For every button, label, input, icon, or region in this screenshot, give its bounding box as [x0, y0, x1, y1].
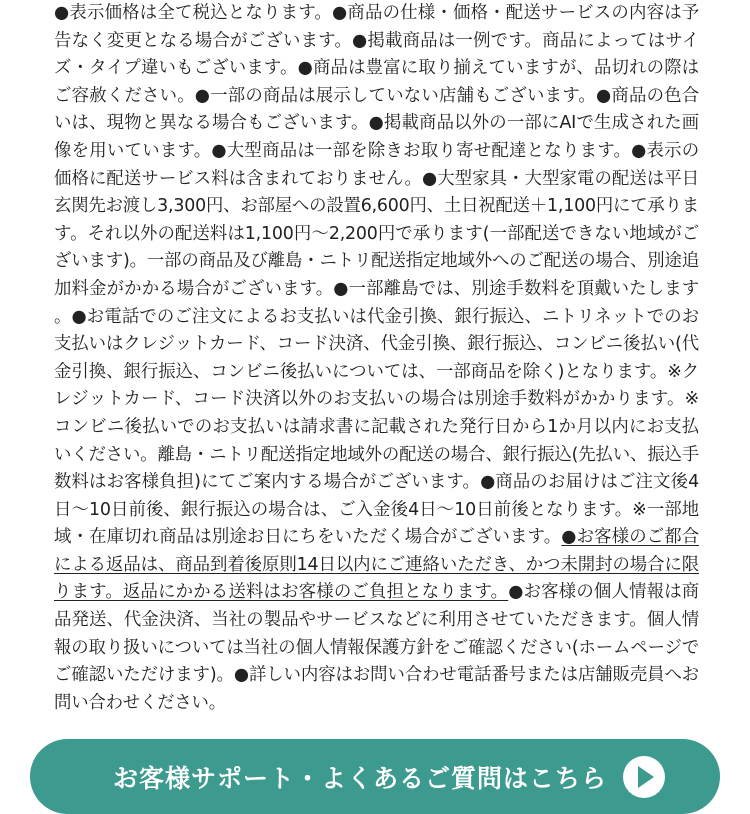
play-circle-icon — [622, 755, 666, 799]
support-button-label: お客様サポート・よくあるご質問はこちら — [112, 763, 607, 793]
notice-text-privacy: ●お客様の個人情報は商品発送、代金決済、当社の製品やサービスなどに利用させていただきます。個人情報の取り扱いについては当社の個人情報保護方針をご確認ください(ホームページでご確認いただけます)。●詳しい内容はお問い合わせ電話番号または店舗販売員へお問い合わせください。 — [54, 582, 699, 713]
notice-text-returns-policy: ●お客様のご都合による返品は、商品到着後原則14日以内にご連絡いただき、かつ未開封の場合に限ります。返品にかかる送料はお客様のご負担となります。 — [54, 527, 699, 603]
notice-text-general: ●表示価格は全て税込となります。●商品の仕様・価格・配送サービスの内容は予告なく変更となる場合がございます。●掲載商品は一例です。商品によってはサイズ・タイプ違いもございます。●商品は豊富に取り揃えていますが、品切れの際はご容赦ください。●一部の商品は展示していない店舗もございます。●商品の色合いは、現物と異なる場合もございます。●掲載商品以外の一部にAIで生成された画像を用いています。●大型商品は一部を除きお取り寄せ配達となります。●表示の価格に配送サービス料は含まれておりません。●大型家具・大型家電の配送は平日玄関先お渡し3,300円、お部屋への設置6,600円、土日祝配送＋1,100円にて承ります。それ以外の配送料は1,100円～2,200円で承ります(一部配送できない地域がございます)。一部の商品及び離島・ニトリ配送指定地域外へのご配送の場合、別途追加料金がかかる場合がございます。●一部離島では、別途手数料を頂戴いたします。●お電話でのご注文によるお支払いは代金引換、銀行振込、ニトリネットでのお支払いはクレジットカード、コード決済、代金引換、銀行振込、コンビニ後払い(代金引換、銀行振込、コンビニ後払いについては、一部商品を除く)となります。※クレジットカード、コード決済以外のお支払いの場合は別途手数料がかかります。※コンビニ後払いでのお支払いは請求書に記載された発行日から1か月以内にお支払いください。離島・ニトリ配送指定地域外の配送の場合、銀行振込(先払い、振込手数料はお客様負担)にてご案内する場合がございます。●商品のお届けはご注文後4日～10日前後、銀行振込の場合は、ご入金後4日～10日前後となります。※一部地域・在庫切れ商品は別途お日にちをいただく場合がございます。 — [54, 3, 699, 548]
customer-support-faq-button[interactable] — [30, 739, 720, 814]
legal-notice-text — [54, 0, 699, 717]
